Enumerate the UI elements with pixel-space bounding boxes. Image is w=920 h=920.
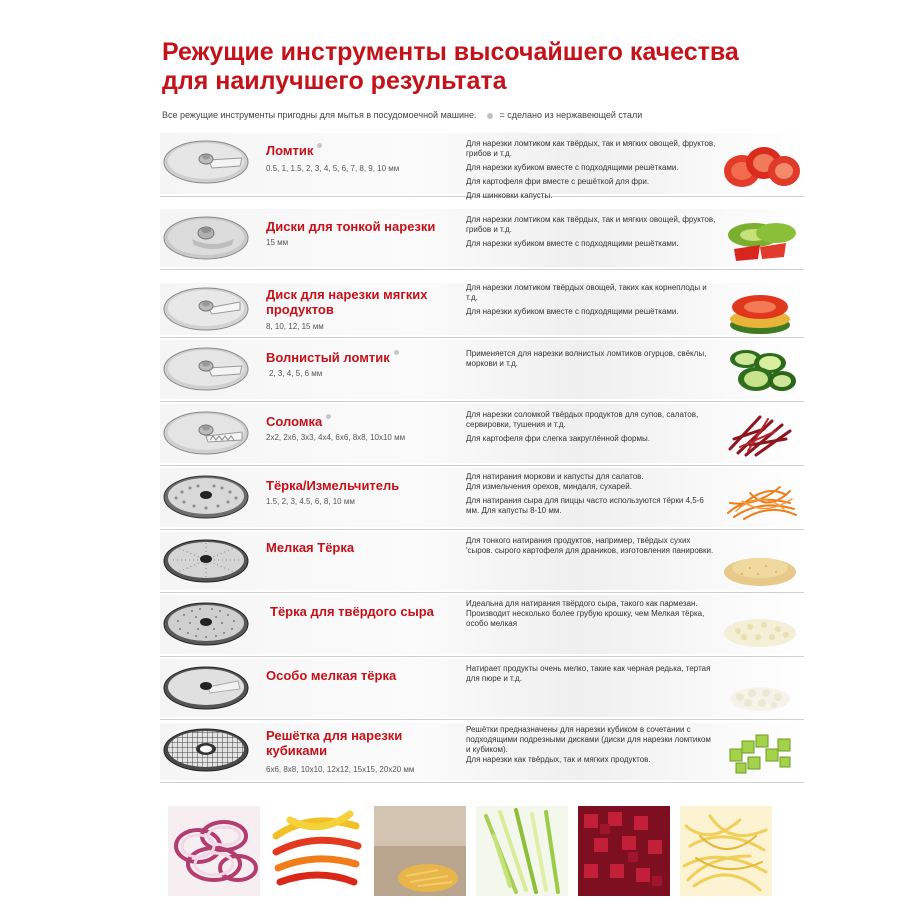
description-line: Для натирания сыра для пиццы часто используются тёрки 4,5-6 мм. Для капусты 8-10 мм. — [466, 496, 704, 515]
description-line: Для картофеля фри вместе с решёткой для фри. — [466, 177, 650, 186]
tool-name: Тёрка/Измельчитель — [266, 478, 400, 493]
photo-strip — [168, 806, 772, 898]
tool-description — [466, 536, 716, 560]
tomato-cucumber-slices-icon — [720, 285, 802, 335]
grated-cheese-icon — [720, 603, 802, 653]
tool-row — [160, 593, 804, 657]
description-line: Для нарезки кубиком вместе с подходящими решётками. — [466, 239, 679, 248]
description-line: Для шинковки капусты. — [466, 191, 553, 200]
stainless-steel-dot-icon — [317, 143, 322, 148]
description-line: Решётки предназначены для нарезки кубиком в сочетании с подходящими подрезными дисками (диски для нарезки ломтиком и кубиком). — [466, 725, 711, 754]
tool-name: Диски для тонкой нарезки — [266, 219, 436, 234]
tool-row — [160, 207, 804, 270]
grating-disc-icon — [162, 474, 250, 520]
hard-cheese-grating-disc-icon — [162, 601, 250, 647]
tool-row — [160, 131, 804, 200]
tool-row — [160, 402, 804, 466]
tool-row — [160, 466, 804, 530]
tool-description — [466, 283, 716, 321]
onion-rings-photo-icon — [168, 806, 260, 896]
thin-slicing-disc-icon — [162, 215, 250, 261]
description-line: Для измельчения орехов, миндаля, сухарей. — [466, 482, 632, 491]
grated-radish-icon — [720, 667, 802, 717]
description-line: Для картофеля фри слегка закруглённой формы. — [466, 434, 650, 443]
description-line: Для натирания моркови и капусты для салатов. — [466, 472, 644, 481]
tool-name: Решётка для нарезки кубиками — [266, 728, 403, 758]
tool-description — [466, 349, 716, 373]
description-line: Для нарезки ломтиком как твёрдых, так и мягких овощей, фруктов, грибов и т.д. — [466, 215, 716, 234]
description-line: Для нарезки как твёрдых, так и мягких продуктов. — [466, 755, 651, 764]
zucchini-julienne-photo-icon — [476, 806, 568, 896]
tool-row — [160, 281, 804, 338]
dicing-grid-icon — [162, 727, 250, 773]
grated-cheese-photo-icon — [374, 806, 466, 896]
tool-sizes: 8, 10, 12, 15 мм — [266, 322, 324, 331]
soft-slicing-disc-icon — [162, 286, 250, 332]
description-line: Для нарезки ломтиком как твёрдых, так и мягких овощей, фруктов, грибов и т.д. — [466, 139, 716, 158]
tool-description — [466, 725, 716, 769]
tool-name: Мелкая Тёрка — [266, 540, 355, 555]
page-title-line-1: Режущие инструменты высочайшего качества — [162, 38, 739, 66]
wavy-slicing-disc-icon — [162, 346, 250, 392]
tool-name: Особо мелкая тёрка — [266, 668, 397, 683]
stainless-steel-dot-icon — [326, 414, 331, 419]
diced-beets-photo-icon — [578, 806, 670, 896]
tool-description — [466, 410, 716, 448]
description-line: Натирает продукты очень мелко, такие как черная редька, тертая для пюре и т.д. — [466, 664, 711, 683]
tomato-slices-icon — [720, 141, 802, 191]
description-line: Для тонкого натирания продуктов, например, твёрдых сухих 'сыров. сырого картофеля для драников, изготовления панировки. — [466, 536, 714, 555]
page-title-line-2: для наилучшего результата — [162, 67, 507, 95]
tool-row — [160, 657, 804, 720]
diced-vegetables-icon — [720, 727, 802, 777]
grated-carrot-icon — [720, 473, 802, 523]
kiwi-strawberry-slices-icon — [720, 215, 802, 265]
description-line: Для нарезки кубиком вместе с подходящими решётками. — [466, 163, 679, 172]
tool-sizes: 2x2, 2x6, 3x3, 4x4, 6x6, 8x8, 10x10 мм — [266, 433, 406, 442]
beet-julienne-icon — [720, 409, 802, 459]
stainless-steel-dot-icon — [487, 113, 493, 119]
tool-description — [466, 215, 716, 253]
page-title — [162, 38, 862, 96]
grated-cheese-pile-photo-icon — [680, 806, 772, 896]
description-line: Для нарезки соломкой твёрдых продуктов для супов, салатов, сервировки, тушения и т.д. — [466, 410, 699, 429]
tool-sizes: 0.5, 1, 1.5, 2, 3, 4, 5, 6, 7, 8, 9, 10 мм — [266, 164, 400, 173]
tool-sizes: 1.5, 2, 3, 4.5, 6, 8, 10 мм — [266, 497, 355, 506]
breadcrumbs-icon — [720, 540, 802, 590]
description-line: Идеальна для натирания твёрдого сыра, такого как пармезан. Производит несколько более грубую крошку, чем Мелкая тёрка, особо мелкая — [466, 599, 705, 628]
fine-grating-disc-icon — [162, 538, 250, 584]
tool-name: Диск для нарезки мягких продуктов — [266, 287, 428, 317]
tool-sizes: 6x6, 8x8, 10x10, 12x12, 15x15, 20x20 мм — [266, 765, 415, 774]
description-line: Для нарезки кубиком вместе с подходящими решётками. — [466, 307, 679, 316]
tool-row — [160, 721, 804, 783]
tool-description — [466, 472, 716, 520]
tool-name: Ломтик — [266, 143, 456, 158]
pepper-strips-photo-icon — [270, 806, 362, 896]
cucumber-slices-icon — [720, 345, 802, 395]
slicing-disc-icon — [162, 139, 250, 185]
tool-description — [466, 139, 716, 205]
tool-name: Волнистый ломтик — [266, 350, 456, 365]
intro-note-text: Все режущие инструменты пригодны для мытья в посудомоечной машине. — [162, 110, 477, 120]
extra-fine-grating-disc-icon — [162, 665, 250, 711]
tool-name: Тёрка для твёрдого сыра — [270, 604, 434, 619]
tool-sizes: 15 мм — [266, 238, 289, 247]
tool-name: Соломка — [266, 414, 456, 429]
tool-row — [160, 530, 804, 593]
intro-note-legend: = сделано из нержавеющей стали — [499, 110, 643, 120]
tool-description — [466, 599, 716, 633]
description-line: Применяется для нарезки волнистых ломтиков огурцов, свёклы, моркови и т.д. — [466, 349, 707, 368]
tool-sizes: 2, 3, 4, 5, 6 мм — [269, 369, 323, 378]
intro-note — [162, 110, 842, 120]
tool-row — [160, 338, 804, 402]
description-line: Для нарезки ломтиком твёрдых овощей, таких как корнеплоды и т.д. — [466, 283, 707, 302]
julienne-disc-icon — [162, 410, 250, 456]
stainless-steel-dot-icon — [394, 350, 399, 355]
tool-description — [466, 664, 716, 688]
